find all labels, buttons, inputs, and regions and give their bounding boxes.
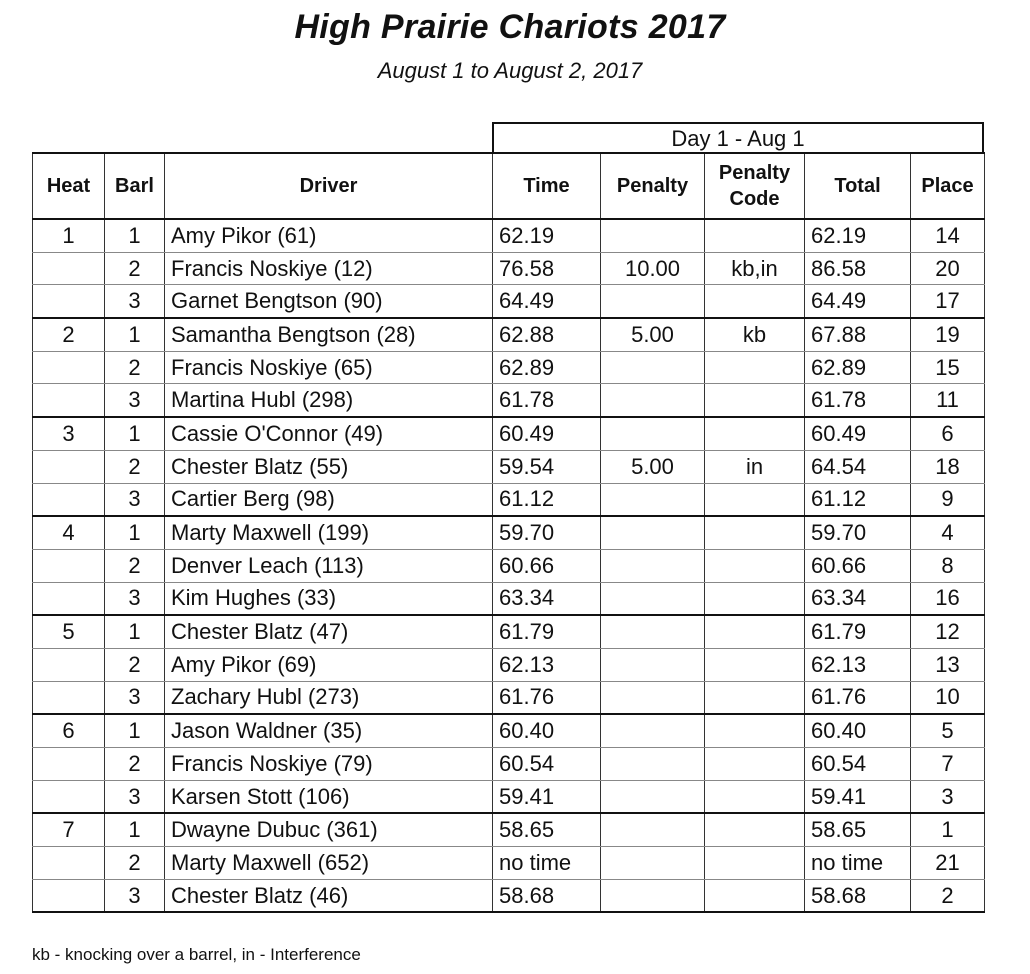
barl-cell: 3 xyxy=(105,582,165,615)
driver-cell: Zachary Hubl (273) xyxy=(165,681,493,714)
time-cell: 62.88 xyxy=(493,318,601,351)
total-cell: 59.41 xyxy=(805,780,911,813)
penalty-cell: 10.00 xyxy=(601,252,705,285)
barl-cell: 3 xyxy=(105,780,165,813)
barl-cell: 2 xyxy=(105,847,165,880)
penalty-cell xyxy=(601,813,705,846)
penalty-cell xyxy=(601,648,705,681)
total-cell: 62.89 xyxy=(805,351,911,384)
total-cell: 58.68 xyxy=(805,879,911,912)
total-cell: no time xyxy=(805,847,911,880)
table-row xyxy=(33,483,985,516)
time-cell: 63.34 xyxy=(493,582,601,615)
time-cell: 59.70 xyxy=(493,516,601,549)
heat-cell: 7 xyxy=(33,813,105,846)
driver-cell: Francis Noskiye (65) xyxy=(165,351,493,384)
results-body xyxy=(33,219,985,912)
column-header-penalty: Penalty xyxy=(601,153,705,219)
penalty-cell xyxy=(601,219,705,252)
table-row xyxy=(33,813,985,846)
penalty-code-cell: kb xyxy=(705,318,805,351)
time-cell: 58.68 xyxy=(493,879,601,912)
table-row xyxy=(33,879,985,912)
time-cell: 61.76 xyxy=(493,681,601,714)
table-row xyxy=(33,847,985,880)
place-cell: 1 xyxy=(911,813,985,846)
barl-cell: 2 xyxy=(105,351,165,384)
heat-cell: 1 xyxy=(33,219,105,252)
total-cell: 58.65 xyxy=(805,813,911,846)
penalty-code-cell xyxy=(705,615,805,648)
place-cell: 11 xyxy=(911,384,985,417)
time-cell: 60.40 xyxy=(493,714,601,747)
heat-cell: 2 xyxy=(33,318,105,351)
header-row xyxy=(33,153,985,219)
driver-cell: Cassie O'Connor (49) xyxy=(165,417,493,450)
penalty-cell xyxy=(601,879,705,912)
heat-cell xyxy=(33,748,105,781)
place-cell: 10 xyxy=(911,681,985,714)
penalty-cell xyxy=(601,681,705,714)
penalty-code-cell: kb,in xyxy=(705,252,805,285)
driver-cell: Marty Maxwell (652) xyxy=(165,847,493,880)
penalty-cell xyxy=(601,516,705,549)
column-header-place: Place xyxy=(911,153,985,219)
barl-cell: 2 xyxy=(105,450,165,483)
barl-cell: 2 xyxy=(105,748,165,781)
total-cell: 62.13 xyxy=(805,648,911,681)
table-row xyxy=(33,748,985,781)
table-row xyxy=(33,252,985,285)
heat-cell xyxy=(33,879,105,912)
penalty-cell xyxy=(601,714,705,747)
place-cell: 17 xyxy=(911,285,985,318)
penalty-code-cell xyxy=(705,813,805,846)
penalty-code-cell xyxy=(705,879,805,912)
total-cell: 61.76 xyxy=(805,681,911,714)
total-cell: 59.70 xyxy=(805,516,911,549)
barl-cell: 2 xyxy=(105,252,165,285)
penalty-cell xyxy=(601,780,705,813)
penalty-code-cell xyxy=(705,549,805,582)
table-row xyxy=(33,351,985,384)
penalty-cell xyxy=(601,549,705,582)
place-cell: 21 xyxy=(911,847,985,880)
place-cell: 5 xyxy=(911,714,985,747)
time-cell: 62.13 xyxy=(493,648,601,681)
penalty-cell: 5.00 xyxy=(601,450,705,483)
heat-cell: 5 xyxy=(33,615,105,648)
heat-cell xyxy=(33,549,105,582)
penalty-cell xyxy=(601,582,705,615)
driver-cell: Chester Blatz (46) xyxy=(165,879,493,912)
barl-cell: 1 xyxy=(105,417,165,450)
barl-cell: 1 xyxy=(105,615,165,648)
driver-cell: Francis Noskiye (12) xyxy=(165,252,493,285)
place-cell: 12 xyxy=(911,615,985,648)
total-cell: 64.49 xyxy=(805,285,911,318)
table-row xyxy=(33,417,985,450)
time-cell: 59.54 xyxy=(493,450,601,483)
total-cell: 60.54 xyxy=(805,748,911,781)
heat-cell xyxy=(33,582,105,615)
total-cell: 61.12 xyxy=(805,483,911,516)
penalty-cell xyxy=(601,285,705,318)
penalty-code-cell xyxy=(705,351,805,384)
table-row xyxy=(33,780,985,813)
heat-cell xyxy=(33,450,105,483)
table-row xyxy=(33,714,985,747)
time-cell: 61.12 xyxy=(493,483,601,516)
column-header-time: Time xyxy=(493,153,601,219)
penalty-code-cell xyxy=(705,285,805,318)
column-header-heat: Heat xyxy=(33,153,105,219)
heat-cell xyxy=(33,847,105,880)
penalty-code-cell xyxy=(705,483,805,516)
total-cell: 64.54 xyxy=(805,450,911,483)
total-cell: 60.40 xyxy=(805,714,911,747)
heat-cell xyxy=(33,681,105,714)
penalty-code-cell: in xyxy=(705,450,805,483)
driver-cell: Jason Waldner (35) xyxy=(165,714,493,747)
barl-cell: 3 xyxy=(105,483,165,516)
penalty-code-cell xyxy=(705,384,805,417)
total-cell: 60.49 xyxy=(805,417,911,450)
barl-cell: 1 xyxy=(105,714,165,747)
driver-cell: Francis Noskiye (79) xyxy=(165,748,493,781)
penalty-cell xyxy=(601,351,705,384)
place-cell: 16 xyxy=(911,582,985,615)
place-cell: 19 xyxy=(911,318,985,351)
time-cell: 62.89 xyxy=(493,351,601,384)
heat-cell: 4 xyxy=(33,516,105,549)
time-cell: 61.79 xyxy=(493,615,601,648)
heat-cell xyxy=(33,648,105,681)
barl-cell: 2 xyxy=(105,648,165,681)
footnote: kb - knocking over a barrel, in - Interference xyxy=(32,945,361,964)
column-header-penalty-code: Penalty Code xyxy=(705,153,805,219)
place-cell: 13 xyxy=(911,648,985,681)
driver-cell: Martina Hubl (298) xyxy=(165,384,493,417)
total-cell: 63.34 xyxy=(805,582,911,615)
total-cell: 67.88 xyxy=(805,318,911,351)
penalty-cell xyxy=(601,847,705,880)
place-cell: 18 xyxy=(911,450,985,483)
time-cell: 62.19 xyxy=(493,219,601,252)
heat-cell xyxy=(33,384,105,417)
table-row xyxy=(33,549,985,582)
barl-cell: 1 xyxy=(105,318,165,351)
driver-cell: Denver Leach (113) xyxy=(165,549,493,582)
barl-cell: 3 xyxy=(105,879,165,912)
driver-cell: Marty Maxwell (199) xyxy=(165,516,493,549)
barl-cell: 1 xyxy=(105,516,165,549)
place-cell: 4 xyxy=(911,516,985,549)
total-cell: 60.66 xyxy=(805,549,911,582)
driver-cell: Samantha Bengtson (28) xyxy=(165,318,493,351)
total-cell: 61.78 xyxy=(805,384,911,417)
penalty-code-cell xyxy=(705,748,805,781)
time-cell: 60.49 xyxy=(493,417,601,450)
penalty-code-cell xyxy=(705,681,805,714)
penalty-code-cell xyxy=(705,582,805,615)
barl-cell: 3 xyxy=(105,285,165,318)
table-row xyxy=(33,681,985,714)
heat-cell xyxy=(33,252,105,285)
day-header: Day 1 - Aug 1 xyxy=(492,122,984,154)
penalty-code-cell xyxy=(705,219,805,252)
heat-cell: 3 xyxy=(33,417,105,450)
driver-cell: Garnet Bengtson (90) xyxy=(165,285,493,318)
driver-cell: Chester Blatz (47) xyxy=(165,615,493,648)
column-header-total: Total xyxy=(805,153,911,219)
penalty-code-cell xyxy=(705,714,805,747)
time-cell: no time xyxy=(493,847,601,880)
total-cell: 86.58 xyxy=(805,252,911,285)
total-cell: 62.19 xyxy=(805,219,911,252)
table-row xyxy=(33,516,985,549)
penalty-cell xyxy=(601,483,705,516)
penalty-code-cell xyxy=(705,847,805,880)
penalty-code-cell xyxy=(705,417,805,450)
table-row xyxy=(33,219,985,252)
document-title: High Prairie Chariots 2017 xyxy=(294,8,726,46)
barl-cell: 2 xyxy=(105,549,165,582)
table-row xyxy=(33,615,985,648)
time-cell: 76.58 xyxy=(493,252,601,285)
penalty-cell xyxy=(601,748,705,781)
penalty-cell xyxy=(601,417,705,450)
place-cell: 3 xyxy=(911,780,985,813)
results-table xyxy=(32,152,985,913)
column-header-barl: Barl xyxy=(105,153,165,219)
driver-cell: Amy Pikor (61) xyxy=(165,219,493,252)
time-cell: 59.41 xyxy=(493,780,601,813)
table-row xyxy=(33,582,985,615)
driver-cell: Kim Hughes (33) xyxy=(165,582,493,615)
place-cell: 9 xyxy=(911,483,985,516)
heat-cell xyxy=(33,483,105,516)
heat-cell xyxy=(33,780,105,813)
penalty-cell xyxy=(601,384,705,417)
place-cell: 14 xyxy=(911,219,985,252)
place-cell: 8 xyxy=(911,549,985,582)
total-cell: 61.79 xyxy=(805,615,911,648)
table-row xyxy=(33,318,985,351)
column-header-driver: Driver xyxy=(165,153,493,219)
driver-cell: Cartier Berg (98) xyxy=(165,483,493,516)
heat-cell: 6 xyxy=(33,714,105,747)
time-cell: 61.78 xyxy=(493,384,601,417)
driver-cell: Amy Pikor (69) xyxy=(165,648,493,681)
table-row xyxy=(33,450,985,483)
time-cell: 64.49 xyxy=(493,285,601,318)
penalty-cell: 5.00 xyxy=(601,318,705,351)
penalty-code-cell xyxy=(705,648,805,681)
place-cell: 15 xyxy=(911,351,985,384)
barl-cell: 3 xyxy=(105,384,165,417)
penalty-cell xyxy=(601,615,705,648)
document-subtitle: August 1 to August 2, 2017 xyxy=(377,58,643,83)
table-row xyxy=(33,648,985,681)
driver-cell: Karsen Stott (106) xyxy=(165,780,493,813)
place-cell: 2 xyxy=(911,879,985,912)
barl-cell: 1 xyxy=(105,219,165,252)
table-row xyxy=(33,384,985,417)
driver-cell: Chester Blatz (55) xyxy=(165,450,493,483)
penalty-code-cell xyxy=(705,780,805,813)
heat-cell xyxy=(33,351,105,384)
driver-cell: Dwayne Dubuc (361) xyxy=(165,813,493,846)
heat-cell xyxy=(33,285,105,318)
penalty-code-cell xyxy=(705,516,805,549)
time-cell: 60.66 xyxy=(493,549,601,582)
time-cell: 58.65 xyxy=(493,813,601,846)
barl-cell: 3 xyxy=(105,681,165,714)
place-cell: 20 xyxy=(911,252,985,285)
time-cell: 60.54 xyxy=(493,748,601,781)
place-cell: 6 xyxy=(911,417,985,450)
place-cell: 7 xyxy=(911,748,985,781)
barl-cell: 1 xyxy=(105,813,165,846)
table-row xyxy=(33,285,985,318)
